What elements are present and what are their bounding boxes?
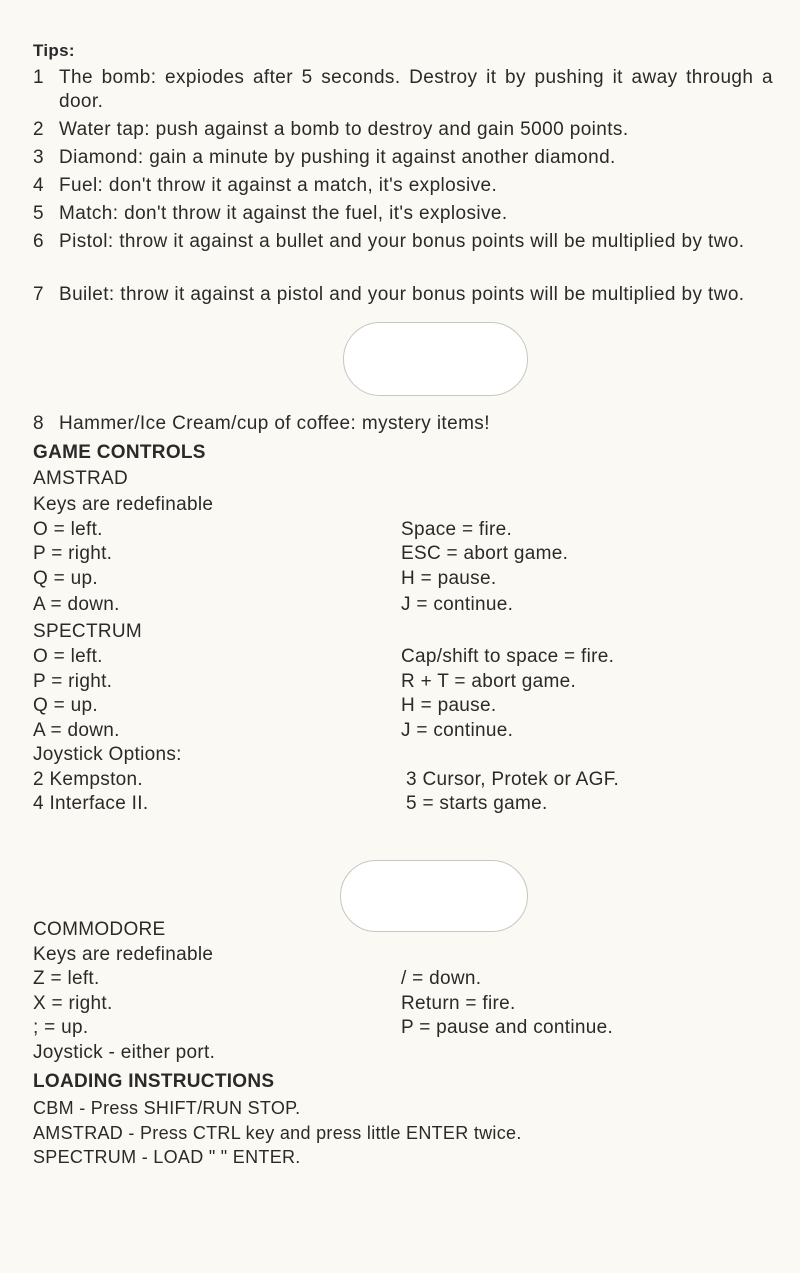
spectrum-key-up: Q = up. bbox=[33, 695, 98, 716]
joystick-option: 2 Kempston. bbox=[33, 769, 143, 790]
joystick-option: 3 Cursor, Protek or AGF. bbox=[406, 769, 620, 790]
joystick-option: 4 Interface II. bbox=[33, 793, 149, 814]
amstrad-key-pause: H = pause. bbox=[401, 568, 497, 589]
tip-text: The bomb: expiodes after 5 seconds. Destroy it by pushing it away through a door. bbox=[59, 67, 773, 112]
commodore-key-right: X = right. bbox=[33, 993, 113, 1014]
spectrum-key-abort: R + T = abort game. bbox=[401, 671, 577, 692]
amstrad-key-abort: ESC = abort game. bbox=[401, 543, 569, 564]
tips-title: Tips: bbox=[33, 41, 75, 60]
amstrad-key-left: O = left. bbox=[33, 519, 103, 540]
spectrum-key-pause: H = pause. bbox=[401, 695, 497, 716]
commodore-key-up: ; = up. bbox=[33, 1017, 89, 1038]
spectrum-key-down: A = down. bbox=[33, 720, 120, 741]
amstrad-key-continue: J = continue. bbox=[401, 594, 514, 615]
punch-hole bbox=[340, 860, 528, 932]
commodore-title: COMMODORE bbox=[33, 919, 166, 940]
loading-line-spectrum: SPECTRUM - LOAD " " ENTER. bbox=[33, 1147, 301, 1167]
commodore-joystick: Joystick - either port. bbox=[33, 1042, 216, 1063]
commodore-note: Keys are redefinable bbox=[33, 944, 214, 965]
tip-item bbox=[33, 66, 773, 114]
tip-item bbox=[33, 174, 773, 198]
start-game-key: 5 = starts game. bbox=[406, 793, 548, 814]
amstrad-title: AMSTRAD bbox=[33, 468, 128, 489]
spectrum-key-left: O = left. bbox=[33, 646, 103, 667]
amstrad-note: Keys are redefinable bbox=[33, 494, 214, 515]
tip-number: 2 bbox=[33, 119, 44, 140]
tip-text: Diamond: gain a minute by pushing it against another diamond. bbox=[59, 147, 616, 168]
loading-heading: LOADING INSTRUCTIONS bbox=[33, 1071, 275, 1092]
tip-text: Match: don't throw it against the fuel, it's explosive. bbox=[59, 203, 508, 224]
spectrum-key-fire: Cap/shift to space = fire. bbox=[401, 646, 615, 667]
joystick-options-title: Joystick Options: bbox=[33, 744, 182, 765]
loading-line-amstrad: AMSTRAD - Press CTRL key and press little ENTER twice. bbox=[33, 1123, 522, 1143]
tip-number: 1 bbox=[33, 67, 44, 88]
tip-text: Water tap: push against a bomb to destroy and gain 5000 points. bbox=[59, 119, 629, 140]
tip-number: 8 bbox=[33, 413, 44, 434]
punch-hole bbox=[343, 322, 528, 396]
tip-item bbox=[33, 412, 773, 436]
tip-item bbox=[33, 283, 773, 307]
spectrum-title: SPECTRUM bbox=[33, 621, 143, 642]
loading-line-cbm: CBM - Press SHIFT/RUN STOP. bbox=[33, 1098, 301, 1118]
commodore-key-down: / = down. bbox=[401, 968, 482, 989]
tip-item bbox=[33, 202, 773, 226]
amstrad-key-fire: Space = fire. bbox=[401, 519, 513, 540]
tip-text: Fuel: don't throw it against a match, it's explosive. bbox=[59, 175, 498, 196]
tip-number: 7 bbox=[33, 284, 44, 305]
tip-number: 5 bbox=[33, 203, 44, 224]
amstrad-key-right: P = right. bbox=[33, 543, 113, 564]
tip-text: Hammer/Ice Cream/cup of coffee: mystery items! bbox=[59, 413, 490, 434]
amstrad-key-down: A = down. bbox=[33, 594, 120, 615]
tip-number: 3 bbox=[33, 147, 44, 168]
tip-item bbox=[33, 230, 773, 254]
spectrum-key-right: P = right. bbox=[33, 671, 113, 692]
commodore-key-fire: Return = fire. bbox=[401, 993, 516, 1014]
tip-number: 4 bbox=[33, 175, 44, 196]
commodore-key-left: Z = left. bbox=[33, 968, 100, 989]
amstrad-key-up: Q = up. bbox=[33, 568, 98, 589]
game-controls-heading: GAME CONTROLS bbox=[33, 442, 206, 463]
tip-number: 6 bbox=[33, 231, 44, 252]
tip-item bbox=[33, 118, 773, 142]
tip-text: Pistol: throw it against a bullet and your bonus points will be multiplied by two. bbox=[59, 231, 745, 252]
tip-item bbox=[33, 146, 773, 170]
spectrum-key-continue: J = continue. bbox=[401, 720, 514, 741]
tip-text: Builet: throw it against a pistol and your bonus points will be multiplied by two. bbox=[59, 284, 745, 305]
commodore-key-pause: P = pause and continue. bbox=[401, 1017, 614, 1038]
